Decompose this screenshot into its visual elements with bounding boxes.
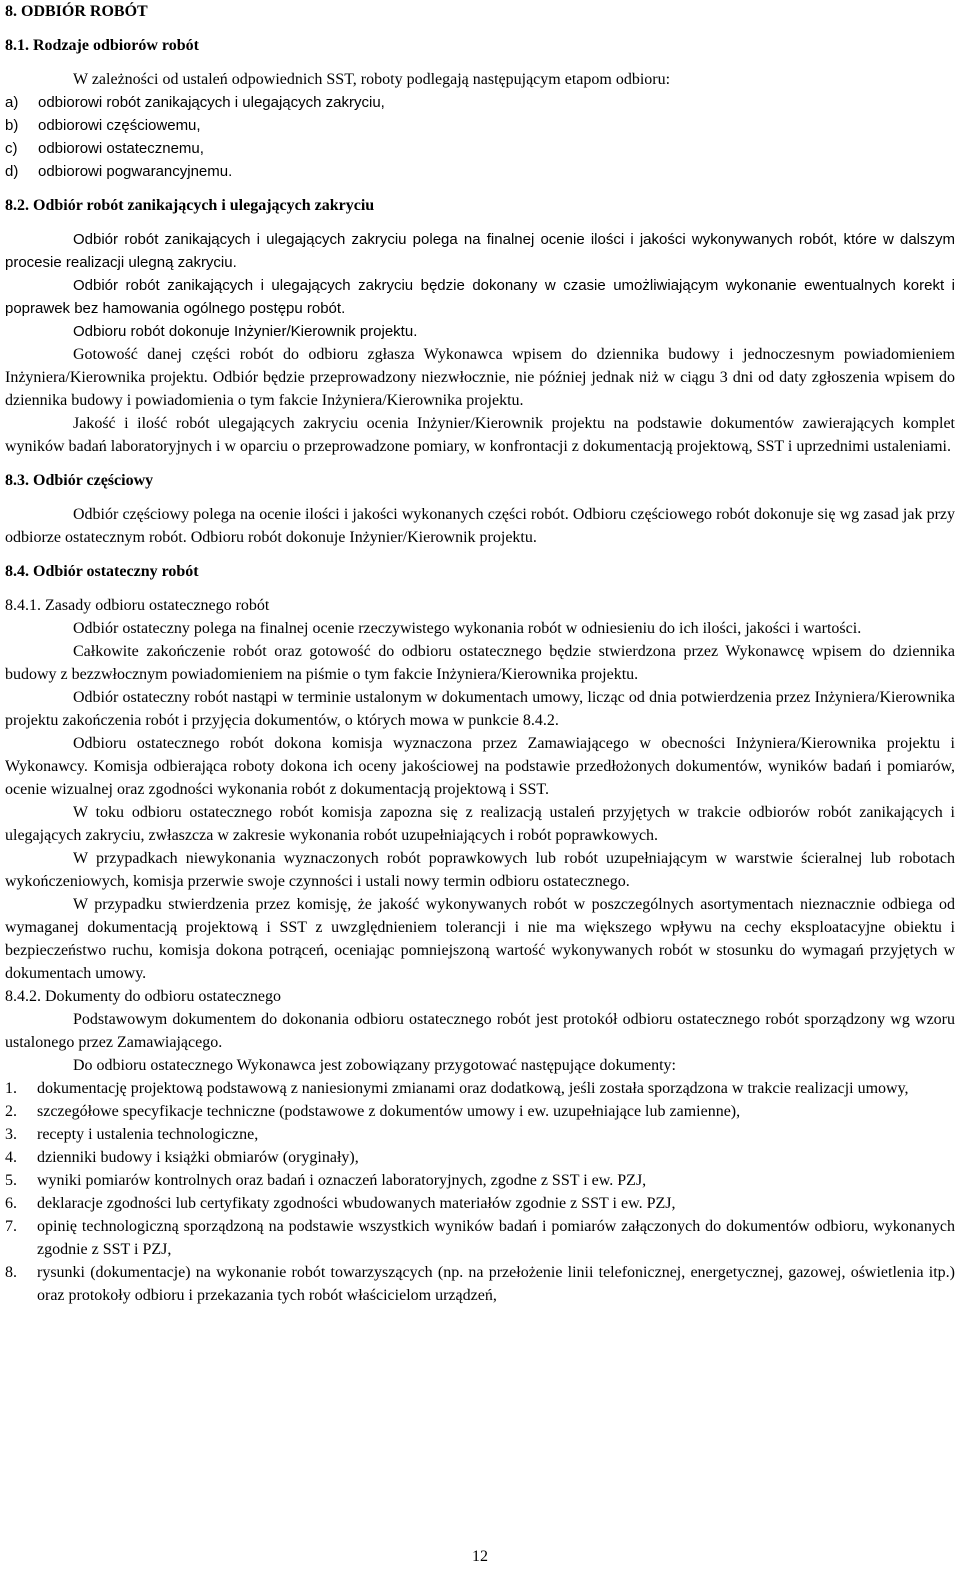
list-8-4-2	[5, 1077, 955, 1307]
list-item: d) odbiorowi pogwarancyjnemu.	[5, 163, 233, 180]
paragraph-8-4-1-3: Odbiór ostateczny robót nastąpi w terminie ustalonym w dokumentach umowy, licząc od dnia potwierdzenia przez Inżyniera/Kierownika projektu zakończenia robót i przyjęcia dokumentów, o których mowa w punkcie 8.4.2.	[5, 689, 955, 729]
list-item: 7. opinię technologiczną sporządzoną na podstawie wszystkich wyników badań i pomiarów załączonych do dokumentów odbioru, wykonanych zgodnie z SST i PZJ,	[5, 1218, 955, 1258]
paragraph-8-2-5: Jakość i ilość robót ulegających zakryciu ocenia Inżynier/Kierownik projektu na podstawie dokumentów zawierających komplet wyników badań laboratoryjnych i w oparciu o przeprowadzone pomiary, w konfrontacji z dokumentacją projektową, SST i uprzednimi ustaleniami.	[5, 415, 955, 455]
heading-8-3: 8.3. Odbiór częściowy	[5, 472, 154, 489]
list-item: 3. recepty i ustalenia technologiczne,	[5, 1126, 259, 1143]
paragraph-8-2-2: Odbiór robót zanikających i ulegających zakryciu będzie dokonany w czasie umożliwiającym wykonanie ewentualnych korekt i poprawek bez hamowania ogólnego postępu robót.	[5, 277, 955, 317]
list-item: 5. wyniki pomiarów kontrolnych oraz badań i oznaczeń laboratoryjnych, zgodne z SST i ew. PZJ,	[5, 1172, 647, 1189]
paragraph-8-2-4: Gotowość danej części robót do odbioru zgłasza Wykonawca wpisem do dziennika budowy i jednoczesnym powiadomieniem Inżyniera/Kierownika projektu. Odbiór będzie przeprowadzony niezwłocznie, nie później jednak niż w ciągu 3 dni od daty zgłoszenia wpisem do dziennika budowy i powiadomienia o tym fakcie Inżyniera/Kierownika projektu.	[5, 346, 955, 409]
heading-8-1: 8.1. Rodzaje odbiorów robót	[5, 37, 199, 54]
section-title: 8. ODBIÓR ROBÓT	[5, 3, 148, 20]
paragraph-8-2-3: Odbioru robót dokonuje Inżynier/Kierownik projektu.	[73, 323, 418, 340]
paragraph-8-4-1-4: Odbioru ostatecznego robót dokona komisja wyznaczona przez Zamawiającego w obecności Inżyniera/Kierownika projektu i Wykonawcy. Komisja odbierająca roboty dokona ich oceny jakościowej na podstawie przedłożonych dokumentów, wyników badań i pomiarów, ocenie wizualnej oraz zgodności wykonania robót z dokumentacją projektową i SST.	[5, 735, 955, 798]
list-item: b) odbiorowi częściowemu,	[5, 117, 201, 134]
list-item: 2. szczegółowe specyfikacje techniczne (podstawowe z dokumentów umowy i ew. uzupełniające lub zamienne),	[5, 1103, 741, 1120]
list-item: c) odbiorowi ostatecznemu,	[5, 140, 204, 157]
list-item: 8. rysunki (dokumentacje) na wykonanie robót towarzyszących (np. na przełożenie linii telefonicznej, energetycznej, gazowej, oświetlenia itp.) oraz protokoły odbioru i przekazania tych robót właścicielom urządzeń,	[5, 1264, 955, 1304]
list-item: 6. deklaracje zgodności lub certyfikaty zgodności wbudowanych materiałów zgodnie z SST i ew. PZJ,	[5, 1195, 676, 1212]
heading-8-2: 8.2. Odbiór robót zanikających i ulegających zakryciu	[5, 197, 375, 214]
paragraph-8-1-intro: W zależności od ustaleń odpowiednich SST, roboty podlegają następującym etapom odbioru:	[73, 71, 671, 88]
paragraph-8-3-1: Odbiór częściowy polega na ocenie ilości i jakości wykonanych części robót. Odbioru częściowego robót dokonuje się wg zasad jak przy odbiorze ostatecznym robót. Odbioru robót dokonuje Inżynier/Kierownik projektu.	[5, 506, 955, 546]
paragraph-8-4-1-2: Całkowite zakończenie robót oraz gotowość do odbioru ostatecznego będzie stwierdzona przez Wykonawcę wpisem do dziennika budowy z bezzwłocznym powiadomieniem na piśmie o tym fakcie Inżyniera/Kierownika projektu.	[5, 643, 955, 683]
list-item: 1. dokumentację projektową podstawową z naniesionymi zmianami oraz dodatkową, jeśli została sporządzona w trakcie realizacji umowy,	[5, 1080, 909, 1097]
list-item: a) odbiorowi robót zanikających i ulegających zakryciu,	[5, 94, 385, 111]
paragraph-8-4-1-5: W toku odbioru ostatecznego robót komisja zapozna się z realizacją ustaleń przyjętych w trakcie odbiorów robót zanikających i ulegających zakryciu, zwłaszcza w zakresie wykonania robót uzupełniających i robót poprawkowych.	[5, 804, 955, 844]
heading-8-4-1: 8.4.1. Zasady odbioru ostatecznego robót	[5, 597, 270, 614]
heading-8-4: 8.4. Odbiór ostateczny robót	[5, 563, 199, 580]
paragraph-8-4-1-1: Odbiór ostateczny polega na finalnej ocenie rzeczywistego wykonania robót w odniesieniu do ich ilości, jakości i wartości.	[73, 620, 862, 637]
list-8-1	[5, 91, 955, 183]
page-number: 12	[472, 1548, 488, 1565]
list-item: 4. dzienniki budowy i książki obmiarów (oryginały),	[5, 1149, 359, 1166]
paragraph-8-4-1-7: W przypadku stwierdzenia przez komisję, że jakość wykonywanych robót w poszczególnych asortymentach nieznacznie odbiega od wymaganej dokumentacją projektową i SST z uwzględnieniem tolerancji i nie ma większego wpływu na cechy eksploatacyjne obiektu i bezpieczeństwo ruchu, komisja dokona potrąceń, oceniając pomniejszoną wartość wykonywanych robót w stosunku do wymagań przyjętych w dokumentach umowy.	[5, 896, 955, 982]
paragraph-8-4-2-1: Podstawowym dokumentem do dokonania odbioru ostatecznego robót jest protokół odbioru ostatecznego robót sporządzony wg wzoru ustalonego przez Zamawiającego.	[5, 1011, 955, 1051]
heading-8-4-2: 8.4.2. Dokumenty do odbioru ostatecznego	[5, 988, 281, 1005]
paragraph-8-2-1: Odbiór robót zanikających i ulegających zakryciu polega na finalnej ocenie ilości i jakości wykonywanych robót, które w dalszym procesie realizacji ulegną zakryciu.	[5, 231, 955, 271]
paragraph-8-4-2-2: Do odbioru ostatecznego Wykonawca jest zobowiązany przygotować następujące dokumenty:	[73, 1057, 676, 1074]
document-page	[5, 0, 955, 1307]
paragraph-8-4-1-6: W przypadkach niewykonania wyznaczonych robót poprawkowych lub robót uzupełniającym w warstwie ścieralnej lub robotach wykończeniowych, komisja przerwie swoje czynności i ustali nowy termin odbioru ostatecznego.	[5, 850, 955, 890]
